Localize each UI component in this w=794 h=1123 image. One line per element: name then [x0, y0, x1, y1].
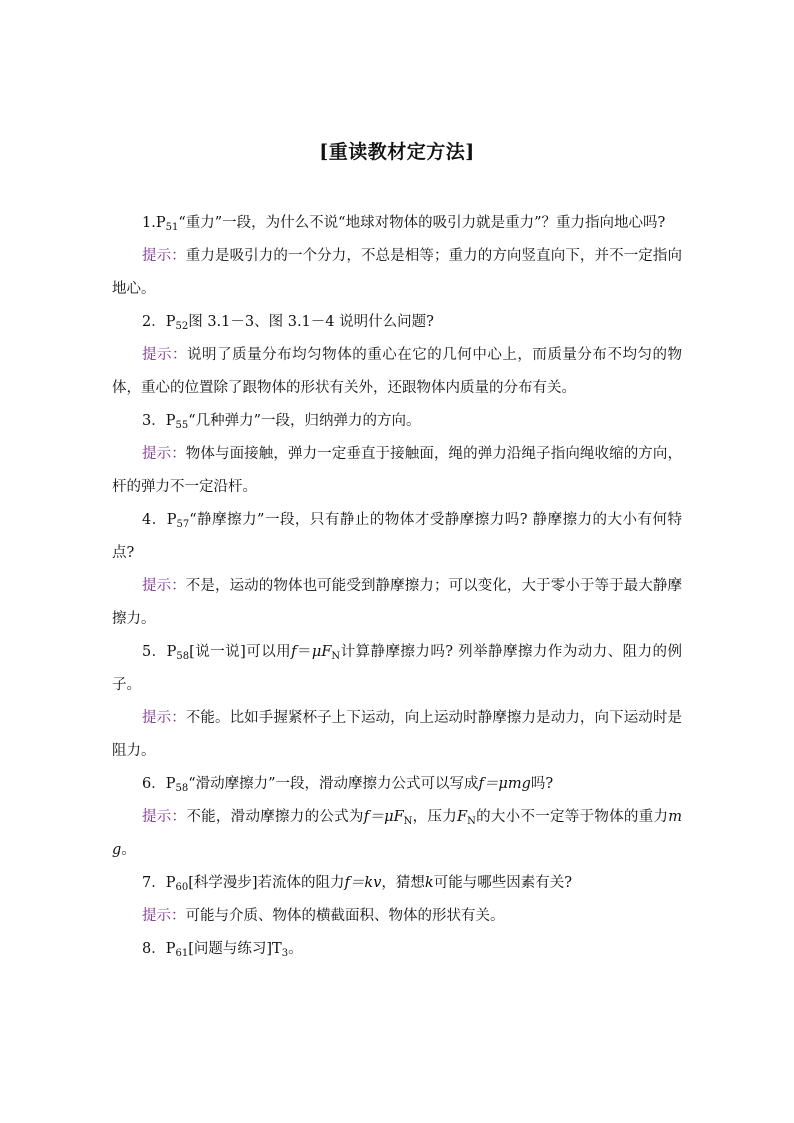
hint-label: 提示： [142, 446, 186, 462]
question-list [112, 207, 682, 966]
question-7: 7．$P_{60}$[科学漫步]若流体的阻力f＝kv，猜想k可能与哪些因素有关? [142, 875, 572, 893]
answer-2: 提示：说明了质量分布均匀物体的重心在它的几何中心上，而质量分布不均匀的物体，重心的位置除了跟物体的形状有关外，还跟物体内质量的分布有关。 [112, 347, 683, 396]
answer-4: 提示：不是，运动的物体也可能受到静摩擦力；可以变化，大于零小于等于最大静摩擦力。 [112, 578, 683, 627]
question-6: 6．$P_{58}“$滑动摩擦力”一段，滑动摩擦力公式可以写成f＝μmg吗? [142, 776, 554, 794]
question-2: 2．$P_{52}$图 3.1－3、图 3.1－4 说明什么问题? [142, 314, 434, 332]
answer-1: 提示：重力是吸引力的一个分力，不总是相等；重力的方向竖直向下，并不一定指向地心。 [112, 248, 683, 297]
hint-label: 提示： [142, 248, 186, 264]
page-title: [重读教材定方法] [319, 141, 475, 163]
question-1: $1.P_{51}“$重力”一段，为什么不说“地球对物体的吸引力就是重力”？重力指向地心吗? [142, 215, 666, 233]
question-8: 8．$P_{61}$[问题与练习]$T_3$。 [142, 941, 303, 959]
answer-5: 提示：不能。比如手握紧杯子上下运动，向上运动时静摩擦力是动力，向下运动时是阻力。 [112, 710, 683, 759]
answer-7: 提示：可能与介质、物体的横截面积、物体的形状有关。 [142, 908, 505, 924]
hint-label: 提示： [142, 710, 186, 726]
answer-3: 提示：物体与面接触，弹力一定垂直于接触面，绳的弹力沿绳子指向绳收缩的方向，杆的弹力不一定沿杆。 [112, 446, 683, 495]
hint-label: 提示： [142, 347, 188, 363]
question-3: 3．$P_{55}“$几种弹力”一段，归纳弹力的方向。 [142, 413, 421, 431]
hint-label: 提示： [142, 578, 186, 594]
question-5: 5．$P_{58}$[说一说]可以用$f=\mu F_N$计算静摩擦力吗? 列举静摩擦力作为动力、阻力的例子。 [112, 644, 683, 693]
answer-6: 提示：不能，滑动摩擦力的公式为$f=\mu F_N$，压力$F_N$的大小不一定等于物体的重力mg。 [112, 809, 683, 858]
question-4: 4．$P_{57}“$静摩擦力”一段，只有静止的物体才受静摩擦力吗? 静摩擦力的大小有何特点? [112, 512, 682, 561]
hint-label: 提示： [142, 809, 187, 825]
hint-label: 提示： [142, 908, 186, 924]
